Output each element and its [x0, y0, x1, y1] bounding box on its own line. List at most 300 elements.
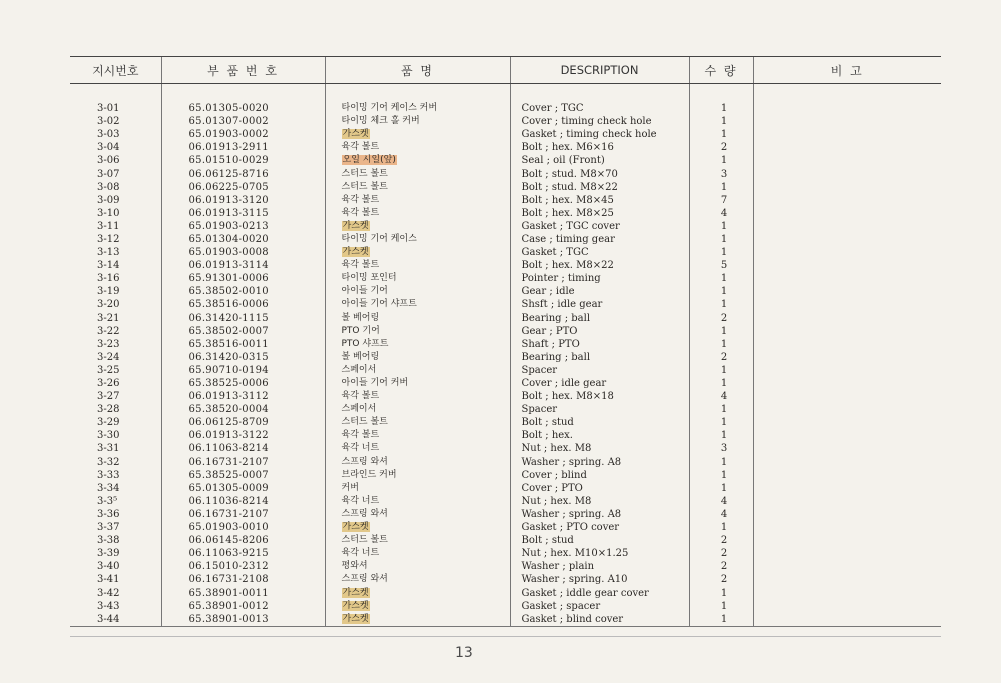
cell-remarks	[753, 181, 941, 194]
cell-quantity: 1	[689, 220, 753, 233]
cell-remarks	[753, 102, 941, 115]
cell-description: Bearing ; ball	[510, 351, 689, 364]
cell-quantity: 1	[689, 456, 753, 469]
cell-part-number: 65.01305-0020	[161, 102, 325, 115]
cell-quantity: 4	[689, 207, 753, 220]
cell-name-korean	[325, 128, 510, 141]
cell-remarks	[753, 312, 941, 325]
cell-part-number: 06.01913-3114	[161, 259, 325, 272]
cell-name-korean: 육각 볼트	[325, 141, 510, 154]
cell-description: Bearing ; ball	[510, 312, 689, 325]
header-description: DESCRIPTION	[510, 57, 689, 84]
cell-index: 3-33	[97, 469, 120, 481]
cell-index: 3-41	[97, 574, 120, 586]
cell-quantity: 2	[689, 312, 753, 325]
cell-remarks	[753, 128, 941, 141]
cell-remarks	[753, 560, 941, 573]
cell-name-korean	[325, 600, 510, 613]
cell-name-korean: 타이밍 기어 케이스 커버	[325, 102, 510, 115]
cell-index: 3-31	[97, 443, 120, 455]
table-row	[70, 259, 941, 272]
cell-quantity: 1	[689, 285, 753, 298]
cell-remarks	[753, 613, 941, 627]
table-row	[70, 586, 941, 599]
cell-name-korean: 스터드 볼트	[325, 167, 510, 180]
cell-part-number: 65.01903-0002	[161, 128, 325, 141]
cell-quantity: 2	[689, 534, 753, 547]
cell-index: 3-19	[97, 286, 120, 298]
highlighted-name: 가스켓	[342, 613, 369, 624]
cell-description: Bolt ; hex. M6×16	[510, 141, 689, 154]
bottom-rule	[70, 636, 941, 637]
cell-quantity: 1	[689, 586, 753, 599]
cell-quantity: 7	[689, 194, 753, 207]
cell-remarks	[753, 364, 941, 377]
cell-remarks	[753, 573, 941, 586]
highlighted-name: 가스켓	[342, 247, 369, 258]
cell-remarks	[753, 194, 941, 207]
cell-quantity: 4	[689, 495, 753, 508]
cell-part-number: 06.06125-8709	[161, 416, 325, 429]
cell-remarks	[753, 154, 941, 167]
cell-name-korean: 육각 너트	[325, 547, 510, 560]
cell-quantity: 4	[689, 390, 753, 403]
cell-description: Seal ; oil (Front)	[510, 154, 689, 167]
table-row	[70, 272, 941, 285]
table-row	[70, 194, 941, 207]
cell-quantity: 1	[689, 246, 753, 259]
cell-description: Bolt ; stud	[510, 534, 689, 547]
cell-remarks	[753, 246, 941, 259]
table-row	[70, 456, 941, 469]
cell-quantity: 1	[689, 115, 753, 128]
cell-quantity: 1	[689, 272, 753, 285]
cell-remarks	[753, 167, 941, 180]
cell-index: 3-25	[97, 364, 120, 376]
cell-name-korean: 스페이서	[325, 364, 510, 377]
cell-index: 3-10	[97, 207, 120, 219]
cell-name-korean: PTO 샤프트	[325, 338, 510, 351]
cell-name-korean: 스프링 와셔	[325, 456, 510, 469]
cell-name-korean: 타이밍 포인터	[325, 272, 510, 285]
header-quantity: 수 량	[689, 57, 753, 84]
page-number: 13	[455, 645, 473, 661]
cell-name-korean: 아이들 기어 커버	[325, 377, 510, 390]
cell-description: Cover ; PTO	[510, 482, 689, 495]
cell-index: 3-02	[97, 116, 120, 128]
cell-name-korean: 스터드 볼트	[325, 534, 510, 547]
cell-part-number: 65.38520-0004	[161, 403, 325, 416]
cell-remarks	[753, 390, 941, 403]
cell-name-korean: 커버	[325, 482, 510, 495]
cell-description: Gasket ; blind cover	[510, 613, 689, 627]
header-name-korean: 품 명	[325, 57, 510, 84]
cell-part-number: 06.31420-0315	[161, 351, 325, 364]
cell-quantity: 1	[689, 102, 753, 115]
cell-description: Bolt ; hex.	[510, 429, 689, 442]
cell-index: 3-12	[97, 233, 120, 245]
cell-remarks	[753, 521, 941, 534]
cell-remarks	[753, 429, 941, 442]
cell-name-korean: 육각 볼트	[325, 259, 510, 272]
cell-index: 3-03	[97, 129, 120, 141]
cell-quantity: 1	[689, 128, 753, 141]
cell-index: 3-39	[97, 548, 120, 560]
cell-description: Nut ; hex. M8	[510, 442, 689, 455]
cell-name-korean: 스프링 와셔	[325, 573, 510, 586]
table-row	[70, 377, 941, 390]
cell-quantity: 3	[689, 167, 753, 180]
cell-remarks	[753, 351, 941, 364]
cell-quantity: 2	[689, 560, 753, 573]
table-row	[70, 547, 941, 560]
cell-quantity: 1	[689, 364, 753, 377]
cell-description: Bolt ; stud	[510, 416, 689, 429]
cell-description: Bolt ; hex. M8×22	[510, 259, 689, 272]
cell-index: 3-08	[97, 181, 120, 193]
cell-part-number: 65.91301-0006	[161, 272, 325, 285]
cell-quantity: 1	[689, 469, 753, 482]
cell-part-number: 65.01307-0002	[161, 115, 325, 128]
cell-index: 3-06	[97, 155, 120, 167]
cell-description: Gasket ; TGC	[510, 246, 689, 259]
table-row	[70, 285, 941, 298]
cell-name-korean: 육각 볼트	[325, 194, 510, 207]
cell-index: 3-16	[97, 273, 120, 285]
cell-remarks	[753, 416, 941, 429]
cell-quantity: 1	[689, 403, 753, 416]
cell-description: Bolt ; stud. M8×70	[510, 167, 689, 180]
highlighted-name: 가스켓	[342, 129, 369, 140]
cell-description: Gasket ; iddle gear cover	[510, 586, 689, 599]
cell-name-korean	[325, 586, 510, 599]
cell-index: 3-11	[97, 220, 120, 232]
cell-part-number: 65.38516-0011	[161, 338, 325, 351]
cell-part-number: 06.11063-9215	[161, 547, 325, 560]
cell-quantity: 2	[689, 547, 753, 560]
table-row	[70, 508, 941, 521]
cell-quantity: 1	[689, 600, 753, 613]
cell-index: 3-32	[97, 456, 120, 468]
cell-part-number: 65.01903-0010	[161, 521, 325, 534]
cell-remarks	[753, 325, 941, 338]
cell-part-number: 06.15010-2312	[161, 560, 325, 573]
cell-index: 3-07	[97, 168, 120, 180]
cell-quantity: 2	[689, 351, 753, 364]
cell-remarks	[753, 508, 941, 521]
header-index: 지시번호	[70, 57, 161, 84]
table-row	[70, 115, 941, 128]
cell-part-number: 06.06145-8206	[161, 534, 325, 547]
cell-quantity: 1	[689, 338, 753, 351]
cell-index: 3-28	[97, 404, 120, 416]
table-row	[70, 482, 941, 495]
cell-part-number: 65.90710-0194	[161, 364, 325, 377]
table-row	[70, 325, 941, 338]
table-row	[70, 429, 941, 442]
cell-name-korean: 육각 너트	[325, 442, 510, 455]
table-row	[70, 442, 941, 455]
table-spacer-row	[70, 84, 941, 103]
cell-description: Shaft ; PTO	[510, 338, 689, 351]
cell-part-number: 65.38525-0006	[161, 377, 325, 390]
cell-name-korean: 볼 베어링	[325, 312, 510, 325]
table-row	[70, 154, 941, 167]
cell-remarks	[753, 298, 941, 311]
cell-name-korean: 타이밍 기어 케이스	[325, 233, 510, 246]
cell-quantity: 4	[689, 508, 753, 521]
cell-description: Washer ; spring. A8	[510, 456, 689, 469]
cell-remarks	[753, 115, 941, 128]
cell-index: 3-27	[97, 391, 120, 403]
cell-index: 3-23	[97, 338, 120, 350]
cell-name-korean: 볼 베어링	[325, 351, 510, 364]
cell-description: Spacer	[510, 364, 689, 377]
highlighted-name: 가스켓	[342, 220, 369, 231]
cell-quantity: 1	[689, 325, 753, 338]
cell-name-korean	[325, 613, 510, 627]
cell-description: Cover ; TGC	[510, 102, 689, 115]
parts-table	[70, 56, 941, 627]
table-row	[70, 167, 941, 180]
table-row	[70, 600, 941, 613]
cell-part-number: 65.38525-0007	[161, 469, 325, 482]
cell-name-korean: 타이밍 체크 홀 커버	[325, 115, 510, 128]
cell-index: 3-30	[97, 430, 120, 442]
cell-description: Cover ; blind	[510, 469, 689, 482]
table-header-row	[70, 57, 941, 84]
cell-quantity: 1	[689, 482, 753, 495]
table-row	[70, 351, 941, 364]
cell-remarks	[753, 220, 941, 233]
cell-description: Bolt ; stud. M8×22	[510, 181, 689, 194]
cell-index: 3-34	[97, 482, 120, 494]
cell-index: 3-20	[97, 299, 120, 311]
cell-remarks	[753, 456, 941, 469]
cell-index: 3-37	[97, 522, 120, 534]
cell-name-korean: 평와셔	[325, 560, 510, 573]
highlighted-name: 가스켓	[342, 587, 369, 598]
cell-description: Bolt ; hex. M8×18	[510, 390, 689, 403]
cell-index: 3-24	[97, 351, 120, 363]
table-row	[70, 312, 941, 325]
cell-quantity: 1	[689, 298, 753, 311]
cell-remarks	[753, 547, 941, 560]
cell-description: Cover ; timing check hole	[510, 115, 689, 128]
cell-description: Washer ; spring. A10	[510, 573, 689, 586]
cell-quantity: 2	[689, 141, 753, 154]
cell-name-korean: 육각 볼트	[325, 207, 510, 220]
cell-description: Shsft ; idle gear	[510, 298, 689, 311]
cell-description: Cover ; idle gear	[510, 377, 689, 390]
header-part-number: 부 품 번 호	[161, 57, 325, 84]
header-remarks: 비 고	[753, 57, 941, 84]
cell-quantity: 1	[689, 613, 753, 627]
cell-remarks	[753, 469, 941, 482]
cell-index: 3-3⁵	[97, 495, 118, 507]
cell-remarks	[753, 600, 941, 613]
table-row	[70, 102, 941, 115]
cell-part-number: 06.31420-1115	[161, 312, 325, 325]
table-row	[70, 207, 941, 220]
cell-quantity: 1	[689, 377, 753, 390]
cell-index: 3-40	[97, 561, 120, 573]
cell-name-korean: 육각 볼트	[325, 390, 510, 403]
cell-name-korean: 육각 너트	[325, 495, 510, 508]
table-row	[70, 338, 941, 351]
cell-remarks	[753, 495, 941, 508]
cell-part-number: 65.01304-0020	[161, 233, 325, 246]
cell-quantity: 2	[689, 573, 753, 586]
cell-part-number: 06.16731-2107	[161, 508, 325, 521]
table-row	[70, 181, 941, 194]
cell-name-korean	[325, 246, 510, 259]
cell-description: Spacer	[510, 403, 689, 416]
cell-description: Bolt ; hex. M8×45	[510, 194, 689, 207]
table-row	[70, 128, 941, 141]
cell-description: Gasket ; PTO cover	[510, 521, 689, 534]
table-row	[70, 560, 941, 573]
cell-description: Nut ; hex. M10×1.25	[510, 547, 689, 560]
cell-part-number: 06.01913-3115	[161, 207, 325, 220]
cell-part-number: 06.01913-3120	[161, 194, 325, 207]
cell-part-number: 65.38516-0006	[161, 298, 325, 311]
cell-index: 3-36	[97, 508, 120, 520]
highlighted-name: 오일 시일(앞)	[342, 155, 396, 166]
cell-description: Gear ; PTO	[510, 325, 689, 338]
cell-remarks	[753, 403, 941, 416]
cell-description: Gasket ; timing check hole	[510, 128, 689, 141]
cell-remarks	[753, 586, 941, 599]
table-row	[70, 469, 941, 482]
cell-remarks	[753, 272, 941, 285]
table-row	[70, 613, 941, 627]
cell-index: 3-13	[97, 247, 120, 259]
cell-name-korean: 스터드 볼트	[325, 416, 510, 429]
table-row	[70, 141, 941, 154]
cell-quantity: 5	[689, 259, 753, 272]
cell-remarks	[753, 207, 941, 220]
cell-name-korean: 아이들 기어	[325, 285, 510, 298]
cell-part-number: 06.16731-2108	[161, 573, 325, 586]
cell-part-number: 65.38502-0010	[161, 285, 325, 298]
cell-name-korean: 육각 볼트	[325, 429, 510, 442]
cell-name-korean: 아이들 기어 샤프트	[325, 298, 510, 311]
cell-index: 3-44	[70, 613, 161, 627]
cell-quantity: 1	[689, 429, 753, 442]
cell-part-number: 06.01913-3112	[161, 390, 325, 403]
table-row	[70, 298, 941, 311]
cell-part-number: 65.01510-0029	[161, 154, 325, 167]
cell-part-number: 06.16731-2107	[161, 456, 325, 469]
cell-quantity: 3	[689, 442, 753, 455]
cell-quantity: 1	[689, 181, 753, 194]
cell-part-number: 06.11063-8214	[161, 442, 325, 455]
cell-remarks	[753, 482, 941, 495]
table-row	[70, 534, 941, 547]
cell-part-number: 65.38901-0013	[161, 613, 325, 627]
cell-remarks	[753, 141, 941, 154]
cell-quantity: 1	[689, 233, 753, 246]
cell-name-korean	[325, 220, 510, 233]
cell-part-number: 65.01903-0008	[161, 246, 325, 259]
cell-index: 3-01	[97, 103, 120, 115]
cell-description: Washer ; plain	[510, 560, 689, 573]
cell-index: 3-29	[97, 417, 120, 429]
cell-remarks	[753, 285, 941, 298]
cell-remarks	[753, 377, 941, 390]
cell-index: 3-42	[97, 587, 120, 599]
cell-name-korean: PTO 기어	[325, 325, 510, 338]
highlighted-name: 가스켓	[342, 600, 369, 611]
cell-index: 3-22	[97, 325, 120, 337]
cell-part-number: 06.11036-8214	[161, 495, 325, 508]
table-row	[70, 573, 941, 586]
cell-index: 3-04	[97, 142, 120, 154]
cell-description: Case ; timing gear	[510, 233, 689, 246]
cell-description: Gasket ; TGC cover	[510, 220, 689, 233]
cell-remarks	[753, 534, 941, 547]
cell-name-korean: 스프링 와셔	[325, 508, 510, 521]
cell-description: Gasket ; spacer	[510, 600, 689, 613]
table-row	[70, 416, 941, 429]
cell-name-korean: 스페이서	[325, 403, 510, 416]
cell-name-korean	[325, 154, 510, 167]
cell-part-number: 65.38901-0011	[161, 586, 325, 599]
cell-description: Nut ; hex. M8	[510, 495, 689, 508]
cell-remarks	[753, 338, 941, 351]
cell-description: Bolt ; hex. M8×25	[510, 207, 689, 220]
table-row	[70, 390, 941, 403]
cell-description: Gear ; idle	[510, 285, 689, 298]
table-row	[70, 233, 941, 246]
table-row	[70, 495, 941, 508]
cell-part-number: 65.01305-0009	[161, 482, 325, 495]
cell-remarks	[753, 442, 941, 455]
table-row	[70, 246, 941, 259]
table-row	[70, 364, 941, 377]
cell-part-number: 06.06225-0705	[161, 181, 325, 194]
cell-quantity: 1	[689, 521, 753, 534]
cell-part-number: 65.01903-0213	[161, 220, 325, 233]
cell-part-number: 06.06125-8716	[161, 167, 325, 180]
table-row	[70, 220, 941, 233]
table-row	[70, 521, 941, 534]
cell-part-number: 06.01913-2911	[161, 141, 325, 154]
table-body	[70, 84, 941, 627]
cell-description: Pointer ; timing	[510, 272, 689, 285]
cell-index: 3-21	[97, 312, 120, 324]
cell-quantity: 1	[689, 416, 753, 429]
cell-index: 3-09	[97, 194, 120, 206]
highlighted-name: 가스켓	[342, 522, 369, 533]
cell-part-number: 06.01913-3122	[161, 429, 325, 442]
cell-part-number: 65.38502-0007	[161, 325, 325, 338]
cell-index: 3-38	[97, 535, 120, 547]
cell-description: Washer ; spring. A8	[510, 508, 689, 521]
cell-index: 3-43	[97, 600, 120, 612]
cell-part-number: 65.38901-0012	[161, 600, 325, 613]
cell-quantity: 1	[689, 154, 753, 167]
cell-remarks	[753, 233, 941, 246]
cell-name-korean: 스터드 볼트	[325, 181, 510, 194]
cell-name-korean: 브라인드 커버	[325, 469, 510, 482]
table-row	[70, 403, 941, 416]
cell-remarks	[753, 259, 941, 272]
cell-name-korean	[325, 521, 510, 534]
cell-index: 3-26	[97, 378, 120, 390]
cell-index: 3-14	[97, 260, 120, 272]
